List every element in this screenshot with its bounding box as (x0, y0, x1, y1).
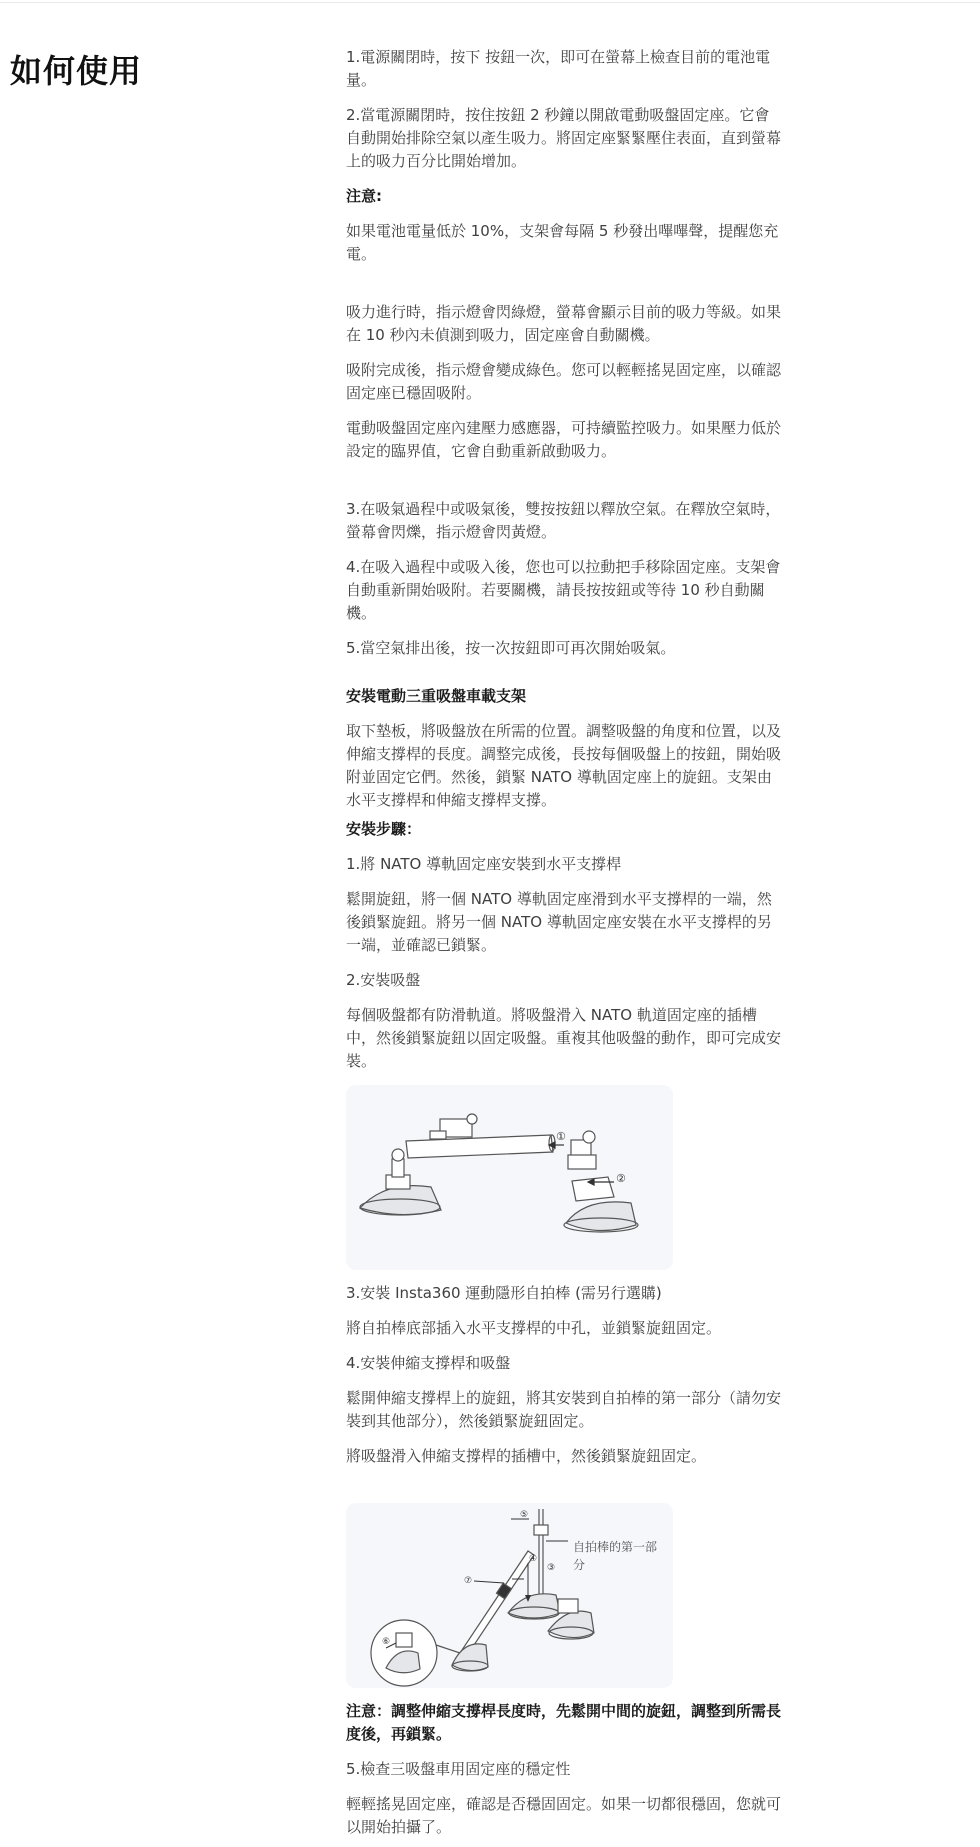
note-text: 如果電池電量低於 10%，支架會每隔 5 秒發出嗶嗶聲，提醒您充電。 (346, 222, 779, 263)
figure-2-callout: 自拍棒的第一部分 (573, 1540, 658, 1572)
figure-2-mark-3: ③ (547, 1563, 556, 1573)
figure-1-mark-2: ② (616, 1172, 626, 1185)
figure-2-mark-6: ⑥ (382, 1637, 391, 1647)
install-step-2-title: 2.安裝吸盤 (346, 971, 421, 989)
install-note-bold: 注意：調整伸縮支撐桿長度時，先鬆開中間的旋鈕，調整到所需長度後，再鎖緊。 (346, 1702, 782, 1743)
suction-progress-text: 吸力進行時，指示燈會閃綠燈，螢幕會顯示目前的吸力等級。如果在 10 秒內未偵測到吸力，固定座會自動關機。 (346, 303, 782, 344)
note-label: 注意: (346, 187, 382, 205)
install-step-3-text: 將自拍棒底部插入水平支撐桿的中孔，並鎖緊旋鈕固定。 (346, 1319, 722, 1337)
usage-step-3: 3.在吸氣過程中或吸氣後，雙按按鈕以釋放空氣。在釋放空氣時，螢幕會閃爍，指示燈會閃黃燈。 (346, 500, 781, 541)
extension-pole-illustration (346, 1503, 673, 1688)
suction-complete-text: 吸附完成後，指示燈會變成綠色。您可以輕輕搖晃固定座，以確認固定座已穩固吸附。 (346, 361, 782, 402)
install-step-1-title: 1.將 NATO 導軌固定座安裝到水平支撐桿 (346, 855, 622, 873)
usage-step-2: 2.當電源關閉時，按住按鈕 2 秒鐘以開啟電動吸盤固定座。它會自動開始排除空氣以產生吸力。將固定座緊緊壓住表面，直到螢幕上的吸力百分比開始增加。 (346, 106, 782, 170)
figure-2-mark-4: ④ (529, 1554, 538, 1564)
top-divider (0, 2, 980, 3)
figure-2-mark-7: ⑦ (464, 1576, 473, 1586)
usage-step-1: 1.電源關閉時，按下 按鈕一次，即可在螢幕上檢查目前的電池電量。 (346, 48, 771, 89)
figure-mount-assembly (346, 1085, 673, 1270)
usage-step-5: 5.當空氣排出後，按一次按鈕即可再次開始吸氣。 (346, 639, 676, 657)
instructions-content (346, 40, 782, 1839)
usage-step-4: 4.在吸入過程中或吸入後，您也可以拉動把手移除固定座。支架會自動重新開始吸附。若要關機，請長按按鈕或等待 10 秒自動關機。 (346, 558, 781, 622)
install-intro: 取下墊板，將吸盤放在所需的位置。調整吸盤的角度和位置，以及伸縮支撐桿的長度。調整完成後，長按每個吸盤上的按鈕，開始吸附並固定它們。然後，鎖緊 NATO 導軌固定座上的旋鈕。支架由水平支撐桿和伸縮支撐桿支撐。 (346, 722, 782, 809)
figure-1-mark-1: ① (556, 1130, 566, 1143)
install-step-5-text: 輕輕搖晃固定座，確認是否穩固固定。如果一切都很穩固，您就可以開始拍攝了。 (346, 1795, 782, 1836)
mount-assembly-illustration (346, 1085, 673, 1270)
install-step-4-text-2: 將吸盤滑入伸縮支撐桿的插槽中，然後鎖緊旋鈕固定。 (346, 1447, 707, 1465)
install-step-5-title: 5.檢查三吸盤車用固定座的穩定性 (346, 1760, 571, 1778)
pressure-sensor-text: 電動吸盤固定座內建壓力感應器，可持續監控吸力。如果壓力低於設定的臨界值，它會自動重新啟動吸力。 (346, 419, 782, 460)
figure-extension-pole (346, 1503, 673, 1688)
install-step-1-text: 鬆開旋鈕，將一個 NATO 導軌固定座滑到水平支撐桿的一端，然後鎖緊旋鈕。將另一個 NATO 導軌固定座安裝在水平支撐桿的另一端，並確認已鎖緊。 (346, 890, 772, 954)
install-step-4-title: 4.安裝伸縮支撐桿和吸盤 (346, 1354, 511, 1372)
install-heading: 安裝電動三重吸盤車載支架 (346, 687, 527, 705)
install-step-2-text: 每個吸盤都有防滑軌道。將吸盤滑入 NATO 軌道固定座的插槽中，然後鎖緊旋鈕以固定吸盤。重複其他吸盤的動作，即可完成安裝。 (346, 1006, 782, 1070)
install-step-4-text: 鬆開伸縮支撐桿上的旋鈕，將其安裝到自拍棒的第一部分（請勿安裝到其他部分），然後鎖緊旋鈕固定。 (346, 1389, 782, 1430)
install-steps-label: 安裝步驟： (346, 820, 422, 838)
figure-2-mark-5: ⑤ (520, 1510, 529, 1520)
section-title: 如何使用 (10, 52, 143, 90)
install-step-3-title: 3.安裝 Insta360 運動隱形自拍棒 (需另行選購) (346, 1284, 662, 1302)
